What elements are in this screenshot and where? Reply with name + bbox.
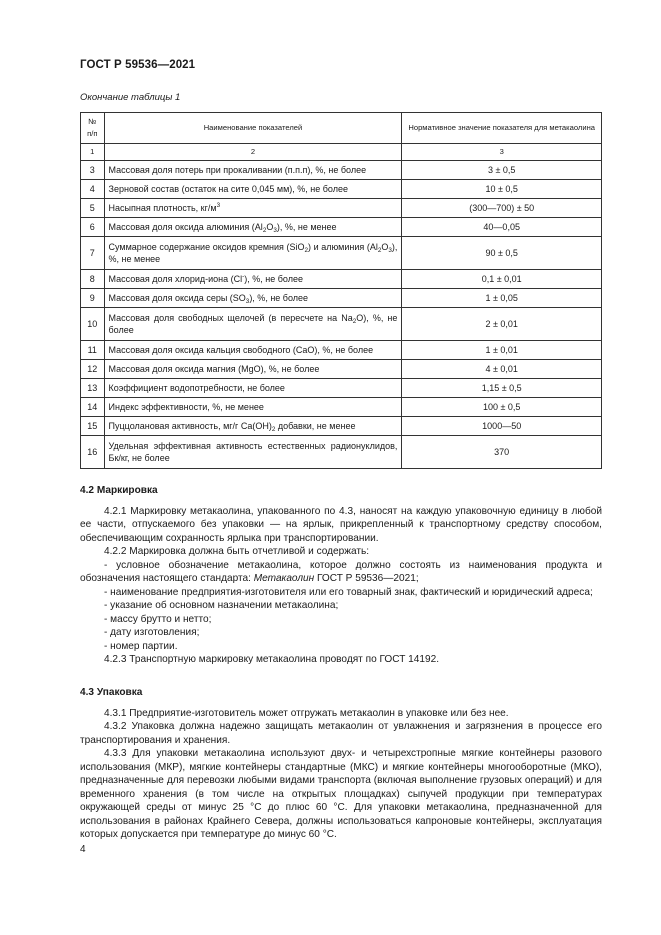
row-value: (300—700) ± 50 [402, 199, 602, 218]
table-row [81, 161, 602, 180]
row-value: 1,15 ± 0,5 [402, 379, 602, 398]
section-packaging [80, 686, 602, 842]
paragraph: 4.3.3 Для упаковки метакаолина используют двух- и четырехстропные мягкие контейнеры разового использования (МКР), мягкие контейнеры стандартные (МКС) и мягкие контейнеры многооборотные (МКО), предназначенные для перевозки любыми видами транспорта (включая выполнение грузовых операций) и для временного хранения (в том числе на открытых площадках) сыпучей продукции при температурах окружающей среды от минус 25 °С до плюс 60 °С. Для упаковки метакаолина, предназначенной для использования в районах Крайнего Севера, должны использоваться капроновые контейнеры, эксплуатация которых допускается при температуре до минус 60 °С. [80, 748, 602, 840]
table-caption: Окончание таблицы 1 [80, 92, 181, 103]
row-num: 15 [81, 417, 105, 436]
table-row [81, 270, 602, 289]
row-num: 9 [81, 289, 105, 308]
table-row [81, 398, 602, 417]
list-item: - массу брутто и нетто; [104, 613, 212, 625]
table-row [81, 417, 602, 436]
list-item: - указание об основном назначении метакаолина; [104, 600, 339, 611]
section-heading: 4.3 Упаковка [80, 687, 143, 698]
list-item: - наименование предприятия-изготовителя или его товарный знак, фактический и юридический адреса; [104, 586, 593, 598]
row-value: 40—0,05 [402, 218, 602, 237]
row-num: 4 [81, 180, 105, 199]
row-value: 3 ± 0,5 [402, 161, 602, 180]
section-heading: 4.2 Маркировка [80, 485, 158, 496]
row-num: 11 [81, 341, 105, 360]
row-num: 6 [81, 218, 105, 237]
row-value: 2 ± 0,01 [402, 308, 602, 341]
header-num: № п/п [81, 113, 105, 144]
paragraph: 4.2.1 Маркировку метакаолина, упакованного по 4.3, наносят на каждую упаковочную единицу в любой ее части, отпускаемого без упаковки — на ярлык, прикрепленный к транспортному средству способом, обеспечивающим сохранность ярлыка при транспортировании. [80, 505, 602, 544]
paragraph: 4.2.3 Транспортную маркировку метакаолина проводят по ГОСТ 14192. [104, 654, 440, 665]
row-name: Массовая доля оксида алюминия $(Al_2O_3)$, %, не менее [104, 218, 402, 237]
row-num: 3 [81, 161, 105, 180]
row-value: 100 ± 0,5 [402, 398, 602, 417]
row-name: Массовая доля потерь при прокаливании (п.п.п), %, не более [104, 161, 402, 180]
paragraph: 4.2.2 Маркировка должна быть отчетливой и содержать: [104, 546, 370, 557]
row-num: 10 [81, 308, 105, 341]
row-value: 1 ± 0,01 [402, 341, 602, 360]
table-row [81, 360, 602, 379]
table-row [81, 237, 602, 270]
row-name: Насыпная плотность, $кг/м^3$ [104, 199, 402, 218]
row-name: Массовая доля оксида магния (MgO), %, не более [104, 360, 402, 379]
table-row [81, 308, 602, 341]
paragraph: 4.3.2 Упаковка должна надежно защищать метакаолин от увлажнения и загрязнения в процессе его транспортирования и хранения. [80, 721, 602, 746]
row-name: Суммарное содержание оксидов кремния (SiO$_2$) и алюминия $(Al_2O_3)$, %, не менее [104, 237, 402, 270]
row-name: Массовая доля свободных щелочей (в пересчете на $Na_2O$), %, не более [104, 308, 402, 341]
section-marking [80, 484, 602, 667]
table-row [81, 218, 602, 237]
paragraph: 4.3.1 Предприятие-изготовитель может отгружать метакаолин в упаковке или без нее. [104, 707, 509, 719]
row-num: 13 [81, 379, 105, 398]
row-name: Зерновой состав (остаток на сите 0,045 мм), %, не более [104, 180, 402, 199]
list-item: - дату изготовления; [104, 627, 200, 638]
row-value: 0,1 ± 0,01 [402, 270, 602, 289]
row-name: Индекс эффективности, %, не менее [104, 398, 402, 417]
row-name: Массовая доля оксида кальция свободного (CaO), %, не более [104, 341, 402, 360]
row-num: 7 [81, 237, 105, 270]
row-name: Массовая доля оксида серы $(SO_3)$, %, не более [104, 289, 402, 308]
row-name: Массовая доля хлорид-иона (Cl-), %, не более [104, 270, 402, 289]
row-value: 10 ± 0,5 [402, 180, 602, 199]
table-row [81, 289, 602, 308]
col-number-1: 1 [81, 144, 105, 161]
row-name: Коэффициент водопотребности, не более [104, 379, 402, 398]
row-value: 1 ± 0,05 [402, 289, 602, 308]
header-name: Наименование показателей [104, 113, 402, 144]
row-value: 90 ± 0,5 [402, 237, 602, 270]
list-item: - условное обозначение метакаолина, которое должно состоять из наименования продукта и обозначения настоящего стандарта: Метакаолин ГОСТ Р 59536—2021; [80, 559, 602, 584]
list-item: - номер партии. [104, 640, 178, 652]
row-value: 370 [402, 436, 602, 469]
row-num: 12 [81, 360, 105, 379]
row-num: 5 [81, 199, 105, 218]
row-num: 16 [81, 436, 105, 469]
row-value: 4 ± 0,01 [402, 360, 602, 379]
row-num: 14 [81, 398, 105, 417]
col-number-2: 2 [104, 144, 402, 161]
table-row [81, 341, 602, 360]
col-number-3: 3 [402, 144, 602, 161]
indicators-table [80, 112, 602, 469]
table-row [81, 199, 602, 218]
document-header: ГОСТ Р 59536—2021 [80, 59, 196, 71]
table-row [81, 436, 602, 469]
table-row [81, 180, 602, 199]
page-number: 4 [80, 844, 86, 855]
row-name: Удельная эффективная активность естественных радионуклидов, Бк/кг, не более [104, 436, 402, 469]
row-value: 1000—50 [402, 417, 602, 436]
header-value: Нормативное значение показателя для метакаолина [402, 113, 602, 144]
table-row [81, 379, 602, 398]
row-num: 8 [81, 270, 105, 289]
row-name: Пуццолановая активность, мг/г $Ca(OH)_2$ добавки, не менее [104, 417, 402, 436]
